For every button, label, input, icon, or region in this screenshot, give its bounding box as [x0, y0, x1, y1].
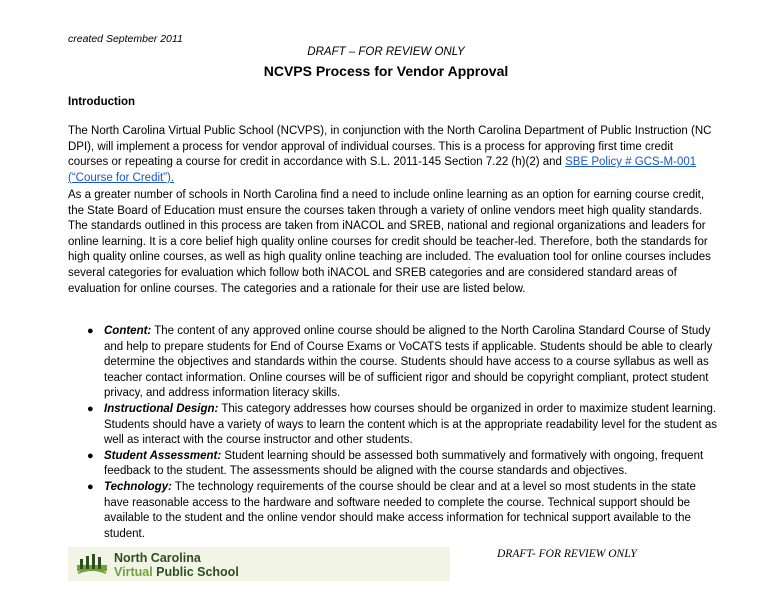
category-description: The content of any approved online course should be aligned to the North Carolina Standard Course of Study and help to prepare students for End of Course Exams or VoCATS tests if applicable. Students should be able to clearly determine the objectives and standards within the course. Students should have access to a course syllabus as well as teacher contact information. Online courses will be of sufficient rigor and should be copyright compliant, protect student privacy, and address information literacy skills.: [104, 325, 713, 400]
logo-text-line-1: North Carolina: [114, 551, 201, 565]
category-term: Technology:: [104, 480, 172, 493]
ncvps-logo-icon: [76, 551, 108, 577]
bullet-icon: ●: [87, 480, 94, 493]
list-item: [87, 480, 724, 542]
draft-notice-header: DRAFT – FOR REVIEW ONLY: [307, 46, 465, 58]
list-item: [87, 449, 724, 480]
draft-notice-footer: DRAFT- FOR REVIEW ONLY: [497, 548, 637, 560]
logo-text-rest: Public School: [152, 565, 239, 579]
section-heading-introduction: Introduction: [68, 96, 136, 108]
category-description: Student learning should be assessed both summatively and formatively with ongoing, frequent feedback to the student. The assessments should be aligned with the course standards and objectives.: [104, 449, 704, 478]
document-title: NCVPS Process for Vendor Approval: [263, 63, 509, 79]
list-item: [87, 324, 724, 402]
created-date: created September 2011: [68, 33, 183, 45]
ncvps-logo: [68, 547, 450, 581]
sbe-policy-link[interactable]: SBE Policy # GCS-M-001 (“Course for Credit”).: [68, 156, 697, 184]
category-term: Student Assessment:: [104, 449, 222, 462]
bullet-icon: ●: [87, 449, 94, 462]
category-term: Content:: [104, 325, 152, 337]
category-term: Instructional Design:: [104, 402, 219, 415]
intro-paragraph-2: As a greater number of schools in North Carolina find a need to include online learning as an option for earning course credit, the State Board of Education must ensure the courses taken through a variety of online vendors meet high quality standards. The standards outlined in this process are taken from iNACOL and SREB, national and regional organizations and leaders for online learning. It is a core belief high quality online courses for credit should be teacher-led. Therefore, both the standards for high quality online courses, as well as high quality online teaching are included. The evaluation tool for online courses includes several categories for evaluation which follow both iNACOL and SREB categories and are considered standard areas of evaluation for online courses. The categories and a rationale for their use are listed below.: [68, 189, 711, 295]
logo-text-accent: Virtual: [114, 565, 153, 579]
category-description: The technology requirements of the course should be clear and at a level so most students in the state have reasonable access to the hardware and software needed to complete the course. Technical support should be available to the student and the online vendor should make access information for technical support available to the student.: [104, 480, 696, 540]
logo-text-line-2: [114, 565, 239, 579]
bullet-icon: ●: [87, 402, 94, 415]
category-list: [87, 324, 724, 542]
intro-paragraph-1-text: The North Carolina Virtual Public School (NCVPS), in conjunction with the North Carolina Department of Public Instruction (NC DPI), will implement a process for vendor approval of individual courses. This is a process for approving first time credit courses or repeating a course for credit in accordance with S.L. 2011-145 Section 7.22 (h)(2) and: [68, 125, 712, 169]
bullet-icon: ●: [87, 325, 94, 337]
list-item: [87, 402, 724, 449]
intro-paragraph-1: [68, 124, 716, 186]
category-description: This category addresses how courses should be organized in order to maximize student learning. Students should have a variety of ways to learn the content which is at the appropriate readability level for the student as well as interact with the course instructor and other students.: [104, 402, 718, 447]
